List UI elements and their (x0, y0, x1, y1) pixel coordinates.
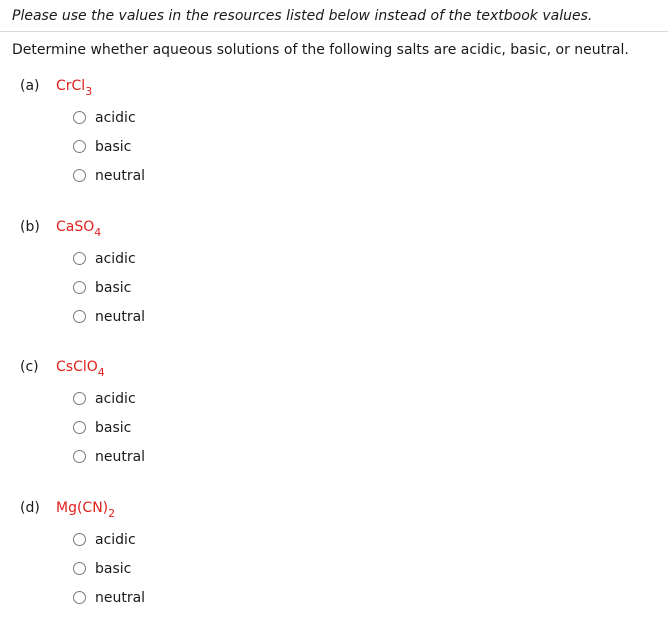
option-label: acidic (95, 531, 136, 548)
divider (0, 31, 668, 32)
radio-button[interactable] (73, 533, 86, 546)
answer-options (73, 384, 145, 471)
part-letter: (d) (20, 500, 40, 516)
formula-base: CaSO (56, 219, 95, 235)
formula-subscript: 2 (108, 507, 116, 520)
radio-button[interactable] (73, 450, 86, 463)
salt-formula (56, 219, 102, 239)
formula-subscript: 4 (97, 366, 105, 379)
formula-base: CsClO (56, 359, 98, 375)
option-neutral[interactable] (73, 161, 145, 190)
option-neutral[interactable] (73, 583, 145, 612)
option-label: acidic (95, 109, 136, 126)
radio-button[interactable] (73, 421, 86, 434)
radio-button[interactable] (73, 140, 86, 153)
part-label (20, 498, 115, 518)
option-label: neutral (95, 589, 146, 606)
question-text: Determine whether aqueous solutions of the following salts are acidic, basic, or neutral. (12, 42, 629, 58)
formula-subscript: 3 (85, 85, 93, 98)
radio-button[interactable] (73, 252, 86, 265)
part-letter: (c) (20, 359, 39, 375)
option-acidic[interactable] (73, 525, 145, 554)
part-label (20, 217, 101, 237)
option-acidic[interactable] (73, 244, 145, 273)
option-label: basic (95, 419, 132, 436)
formula-subscript: 4 (94, 226, 102, 239)
radio-button[interactable] (73, 111, 86, 124)
salt-formula (56, 500, 116, 520)
option-acidic[interactable] (73, 103, 145, 132)
answer-options (73, 103, 145, 190)
option-label: basic (95, 560, 132, 577)
part-label (20, 76, 92, 96)
option-label: neutral (95, 308, 146, 325)
option-acidic[interactable] (73, 384, 145, 413)
option-basic[interactable] (73, 132, 145, 161)
option-basic[interactable] (73, 554, 145, 583)
option-label: neutral (95, 167, 146, 184)
option-neutral[interactable] (73, 302, 145, 331)
part-letter: (b) (20, 219, 40, 235)
answer-options (73, 525, 145, 612)
formula-base: CrCl (56, 78, 86, 94)
salt-formula (56, 359, 105, 379)
option-label: basic (95, 279, 132, 296)
radio-button[interactable] (73, 310, 86, 323)
option-neutral[interactable] (73, 442, 145, 471)
radio-button[interactable] (73, 392, 86, 405)
radio-button[interactable] (73, 562, 86, 575)
option-label: acidic (95, 250, 136, 267)
radio-button[interactable] (73, 169, 86, 182)
radio-button[interactable] (73, 281, 86, 294)
instruction-text: Please use the values in the resources listed below instead of the textbook values. (12, 8, 593, 24)
option-basic[interactable] (73, 273, 145, 302)
answer-options (73, 244, 145, 331)
formula-base: Mg(CN) (56, 500, 109, 516)
option-label: acidic (95, 390, 136, 407)
option-label: neutral (95, 448, 146, 465)
part-label (20, 357, 105, 377)
radio-button[interactable] (73, 591, 86, 604)
option-basic[interactable] (73, 413, 145, 442)
option-label: basic (95, 138, 132, 155)
salt-formula (56, 78, 93, 98)
part-letter: (a) (20, 78, 40, 94)
